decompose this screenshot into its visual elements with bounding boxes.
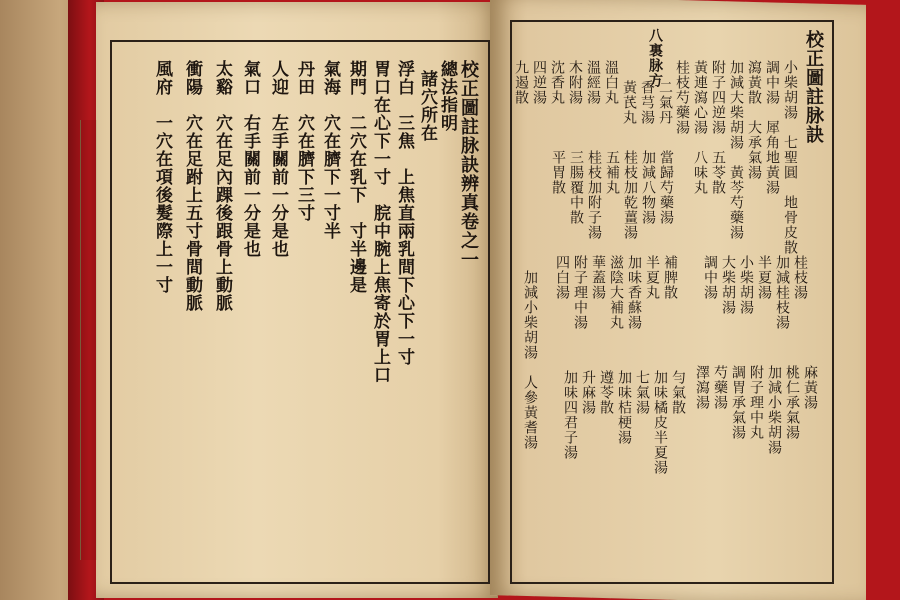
right-col-27: 小柴胡湯 xyxy=(738,255,754,315)
right-col-22: 三腸覆中散 xyxy=(568,150,584,225)
right-page-header: 校正圖註脉訣 xyxy=(803,30,824,144)
left-col-7: 氣口 右手關前一分是也 xyxy=(240,60,260,258)
right-col-46: 麻黃湯 xyxy=(802,365,818,410)
right-col-43: 升麻湯 xyxy=(580,370,596,415)
right-col-21: 桂枝加附子湯 xyxy=(586,150,602,240)
right-col-51: 芍藥湯 xyxy=(712,365,728,410)
right-col-5: 附子四逆湯 五苓散 xyxy=(710,60,726,195)
right-col-12: 溫經湯 xyxy=(585,60,601,105)
right-col-39: 加味橘皮半夏湯 xyxy=(652,370,668,475)
left-col-2: 胃口在心下一寸 脘中腕上焦寄於胃上口 xyxy=(370,60,390,384)
right-col-17: 當歸芍藥湯 xyxy=(658,150,674,225)
right-col-50: 調胃承氣湯 xyxy=(730,365,746,440)
left-col-9: 衝陽 穴在足跗上五寸骨間動脈 xyxy=(182,60,202,312)
right-col-20: 五補丸 xyxy=(604,150,620,195)
right-col-0: 八裏脉方 xyxy=(647,28,663,88)
right-col-52: 澤瀉湯 xyxy=(694,365,710,410)
right-col-14: 沈香丸 xyxy=(549,60,565,105)
right-col-16: 九遏散 xyxy=(513,60,529,105)
right-col-33: 滋陰大補丸 xyxy=(608,255,624,330)
left-page-subheader: 總法指明 xyxy=(437,60,457,132)
right-col-15: 四逆湯 xyxy=(531,60,547,105)
left-col-4: 氣海 穴在臍下一寸半 xyxy=(320,60,340,240)
right-col-7: 桂枝芍藥湯 xyxy=(674,60,690,135)
left-col-10: 風府 一穴在項後髮際上一寸 xyxy=(152,60,172,294)
right-col-42: 遵苓散 xyxy=(598,370,614,415)
left-col-5: 丹田 穴在臍下三寸 xyxy=(294,60,314,222)
right-col-3: 瀉黃散 大承氣湯 xyxy=(746,60,762,180)
right-col-9: 香芎湯 xyxy=(639,80,655,125)
left-col-8: 太谿 穴在足內踝後跟骨上動脈 xyxy=(212,60,232,312)
right-col-35: 附子理中湯 xyxy=(572,255,588,330)
right-col-1: 小柴胡湯 七聖圓 地骨皮散 xyxy=(782,60,798,255)
right-col-38: 勻氣散 xyxy=(670,370,686,415)
right-col-4: 加減大柴胡湯 黃芩芍藥湯 xyxy=(728,60,744,240)
right-col-34: 華蓋湯 xyxy=(590,255,606,300)
right-col-2: 調中湯 犀角地黃湯 xyxy=(764,60,780,195)
right-col-44: 加味四君子湯 xyxy=(562,370,578,460)
left-col-1: 浮白 三焦 上焦直兩乳間下心下一寸 xyxy=(394,60,414,366)
right-col-37: 加減小柴胡湯 xyxy=(522,270,538,360)
right-col-47: 桃仁承氣湯 xyxy=(784,365,800,440)
right-col-32: 加味香蘇湯 xyxy=(626,255,642,330)
right-col-48: 加減小柴胡湯 xyxy=(766,365,782,455)
right-col-31: 半夏丸 xyxy=(644,255,660,300)
left-col-6: 人迎 左手關前一分是也 xyxy=(268,60,288,258)
right-col-6: 黃連瀉心湯 八味丸 xyxy=(692,60,708,195)
right-col-41: 加味桔梗湯 xyxy=(616,370,632,445)
left-col-3: 期門 二穴在乳下 寸半邊是 xyxy=(346,60,366,294)
right-col-8: 二氣丹 xyxy=(657,80,673,125)
right-col-10: 黃芪丸 xyxy=(621,80,637,125)
right-col-40: 七氣湯 xyxy=(634,370,650,415)
right-col-26: 半夏湯 xyxy=(756,255,772,300)
right-col-36: 四白湯 xyxy=(554,255,570,300)
right-col-49: 附子理中丸 xyxy=(748,365,764,440)
left-col-0: 諸穴所在 xyxy=(417,70,437,142)
right-col-28: 大柴胡湯 xyxy=(720,255,736,315)
right-col-29: 調中湯 xyxy=(702,255,718,300)
right-col-18: 加減八物湯 xyxy=(640,150,656,225)
right-col-45: 人參黃耆湯 xyxy=(522,375,538,450)
right-col-23: 平胃散 xyxy=(550,150,566,195)
left-page-fold xyxy=(80,120,97,560)
right-col-30: 補脾散 xyxy=(662,255,678,300)
right-col-25: 加減桂枝湯 xyxy=(774,255,790,330)
right-col-24: 桂枝湯 xyxy=(792,255,808,300)
right-col-13: 木附湯 xyxy=(567,60,583,105)
left-page-header: 校正圖註脉訣辨真卷之一 xyxy=(458,60,479,269)
right-col-19: 桂枝加乾薑湯 xyxy=(622,150,638,240)
right-col-11: 溫白丸 xyxy=(603,60,619,105)
